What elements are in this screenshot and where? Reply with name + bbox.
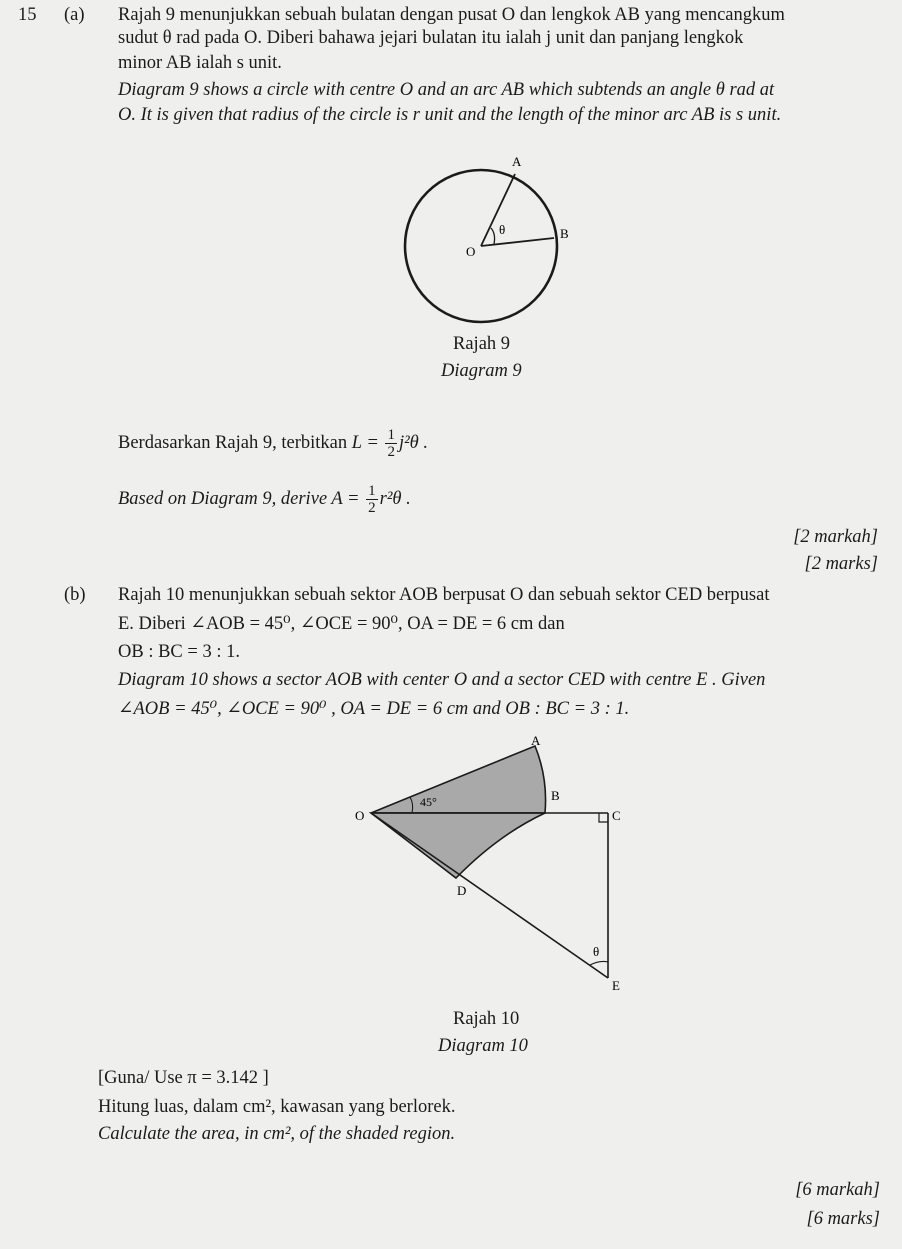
question-number: 15: [18, 5, 37, 25]
diagram9-label-b: B: [560, 226, 569, 241]
diagram9-label-o: O: [466, 244, 476, 259]
part-a-malay-line3: minor AB ialah s unit.: [118, 53, 282, 73]
diagram10-caption-english: Diagram 10: [438, 1036, 528, 1056]
derive-malay-formula-right: j²θ .: [398, 433, 428, 453]
shaded-region-lower: [371, 813, 545, 878]
diagram10-label-a: A: [531, 733, 541, 748]
diagram9-caption-english: Diagram 9: [441, 361, 522, 381]
diagram9-radius-oa: [481, 174, 515, 246]
part-b-malay-line2: E. Diberi ∠AOB = 45⁰, ∠OCE = 90⁰, OA = DE = 6 cm dan: [118, 614, 565, 634]
part-b-marks-malay: [6 markah]: [795, 1180, 880, 1200]
diagram10-label-o: O: [355, 808, 365, 823]
derive-malay-formula-left: L =: [351, 433, 379, 453]
derive-malay-fraction: [385, 427, 397, 460]
task-english: Calculate the area, in cm², of the shaded region.: [98, 1124, 456, 1144]
derive-english-prefix: Based on Diagram 9, derive: [118, 489, 328, 509]
part-a-english-line1: Diagram 9 shows a circle with centre O and an arc AB which subtends an angle θ rad at: [118, 80, 775, 100]
angle-theta-arc: [590, 961, 608, 965]
diagram10-label-theta: θ: [593, 944, 600, 959]
diagram9-label-a: A: [512, 154, 522, 169]
part-a-malay-line2: sudut θ rad pada O. Diberi bahawa jejari bulatan itu ialah j unit dan panjang lengkok: [118, 28, 744, 48]
part-b-english-line2: ∠AOB = 45⁰, ∠OCE = 90⁰ , OA = DE = 6 cm and OB : BC = 3 : 1.: [118, 699, 630, 719]
diagram10-label-e: E: [612, 978, 620, 993]
derive-english-fraction: [366, 483, 378, 516]
diagram10-caption-malay: Rajah 10: [453, 1009, 520, 1029]
part-a-marks-english: [2 marks]: [804, 554, 878, 574]
right-angle-marker: [599, 813, 608, 822]
diagram9-radius-ob: [481, 238, 554, 246]
derive-english-formula-right: r²θ .: [379, 489, 411, 509]
part-b-malay-line1: Rajah 10 menunjukkan sebuah sektor AOB berpusat O dan sebuah sektor CED berpusat: [118, 585, 770, 605]
use-pi-note: [Guna/ Use π = 3.142 ]: [98, 1068, 269, 1088]
derive-malay: [118, 426, 428, 460]
part-b-malay-line3: OB : BC = 3 : 1.: [118, 642, 240, 662]
diagram10-label-b: B: [551, 788, 560, 803]
part-a-marks-malay: [2 markah]: [793, 527, 878, 547]
diagram10-label-c: C: [612, 808, 621, 823]
diagram10-label-d: D: [457, 883, 467, 898]
derive-english: [118, 482, 411, 516]
derive-english-formula-left: A =: [331, 489, 360, 509]
part-a-malay-line1: Rajah 9 menunjukkan sebuah bulatan dengan pusat O dan lengkok AB yang mencangkum: [118, 5, 785, 25]
part-a-label: (a): [64, 5, 85, 25]
diagram9-label-theta: θ: [499, 222, 506, 237]
part-b-english-line1: Diagram 10 shows a sector AOB with center O and a sector CED with centre E . Given: [118, 670, 766, 690]
diagram-9: [390, 150, 580, 330]
task-malay: Hitung luas, dalam cm², kawasan yang berlorek.: [98, 1097, 456, 1117]
fraction-denominator: 2: [368, 500, 376, 517]
diagram9-caption-malay: Rajah 9: [453, 334, 511, 354]
fraction-denominator: 2: [387, 444, 395, 461]
fraction-numerator: 1: [368, 483, 376, 500]
diagram-10: [350, 728, 640, 998]
part-b-marks-english: [6 marks]: [806, 1209, 880, 1229]
part-b-label: (b): [64, 585, 86, 605]
diagram9-angle-arc: [491, 228, 495, 244]
part-a-english-line2: O. It is given that radius of the circle is r unit and the length of the minor arc AB is s unit.: [118, 105, 782, 125]
diagram10-label-45: 45°: [420, 795, 437, 809]
fraction-numerator: 1: [387, 427, 395, 444]
derive-malay-prefix: Berdasarkan Rajah 9, terbitkan: [118, 433, 348, 453]
shaded-region-upper: [371, 746, 546, 813]
